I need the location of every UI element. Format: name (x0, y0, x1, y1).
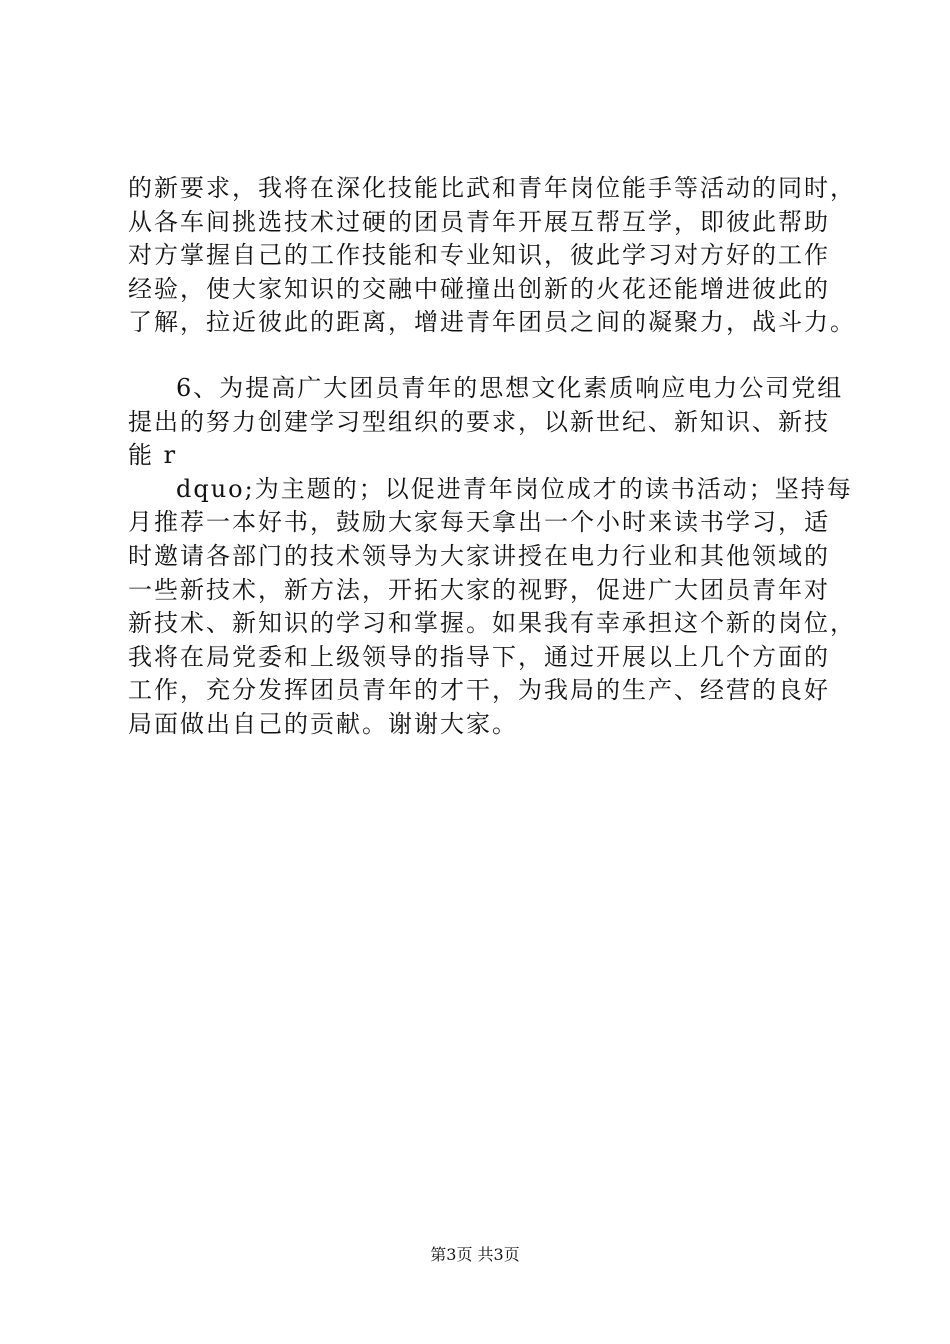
paragraph-2 (128, 372, 868, 473)
paragraph-1 (128, 172, 868, 340)
text-line: 能 r (128, 441, 178, 470)
document-body (128, 172, 868, 742)
text-line: 时邀请各部门的技术领导为大家讲授在电力行业和其他领域的 (128, 541, 830, 570)
text-line: 月推荐一本好书，鼓励大家每天拿出一个小时来读书学习，适 (128, 508, 830, 537)
paragraph-3 (128, 473, 868, 742)
text-line: dquo;为主题的；以促进青年岗位成才的读书活动；坚持每 (176, 474, 853, 503)
text-line: 局面做出自己的贡献。谢谢大家。 (128, 709, 518, 738)
text-line: 经验，使大家知识的交融中碰撞出创新的火花还能增进彼此的 (128, 274, 830, 303)
text-line: 了解，拉近彼此的距离，增进青年团员之间的凝聚力，战斗力。 (128, 308, 856, 337)
text-line: 6、为提高广大团员青年的思想文化素质响应电力公司党组 (176, 373, 844, 402)
page-number-footer: 第3页 共3页 (430, 1245, 520, 1264)
text-line: 的新要求，我将在深化技能比武和青年岗位能手等活动的同时， (128, 174, 856, 202)
text-line: 新技术、新知识的学习和掌握。如果我有幸承担这个新的岗位， (128, 609, 856, 638)
text-line: 从各车间挑选技术过硬的团员青年开展互帮互学，即彼此帮助 (128, 207, 830, 236)
text-line: 对方掌握自己的工作技能和专业知识，彼此学习对方好的工作 (128, 241, 830, 270)
paragraph-spacer (128, 340, 868, 372)
text-line: 工作，充分发挥团员青年的才干，为我局的生产、经营的良好 (128, 676, 830, 705)
text-line: 提出的努力创建学习型组织的要求，以新世纪、新知识、新技 (128, 407, 830, 436)
text-line: 一些新技术，新方法，开拓大家的视野，促进广大团员青年对 (128, 575, 830, 604)
text-line: 我将在局党委和上级领导的指导下，通过开展以上几个方面的 (128, 642, 830, 671)
